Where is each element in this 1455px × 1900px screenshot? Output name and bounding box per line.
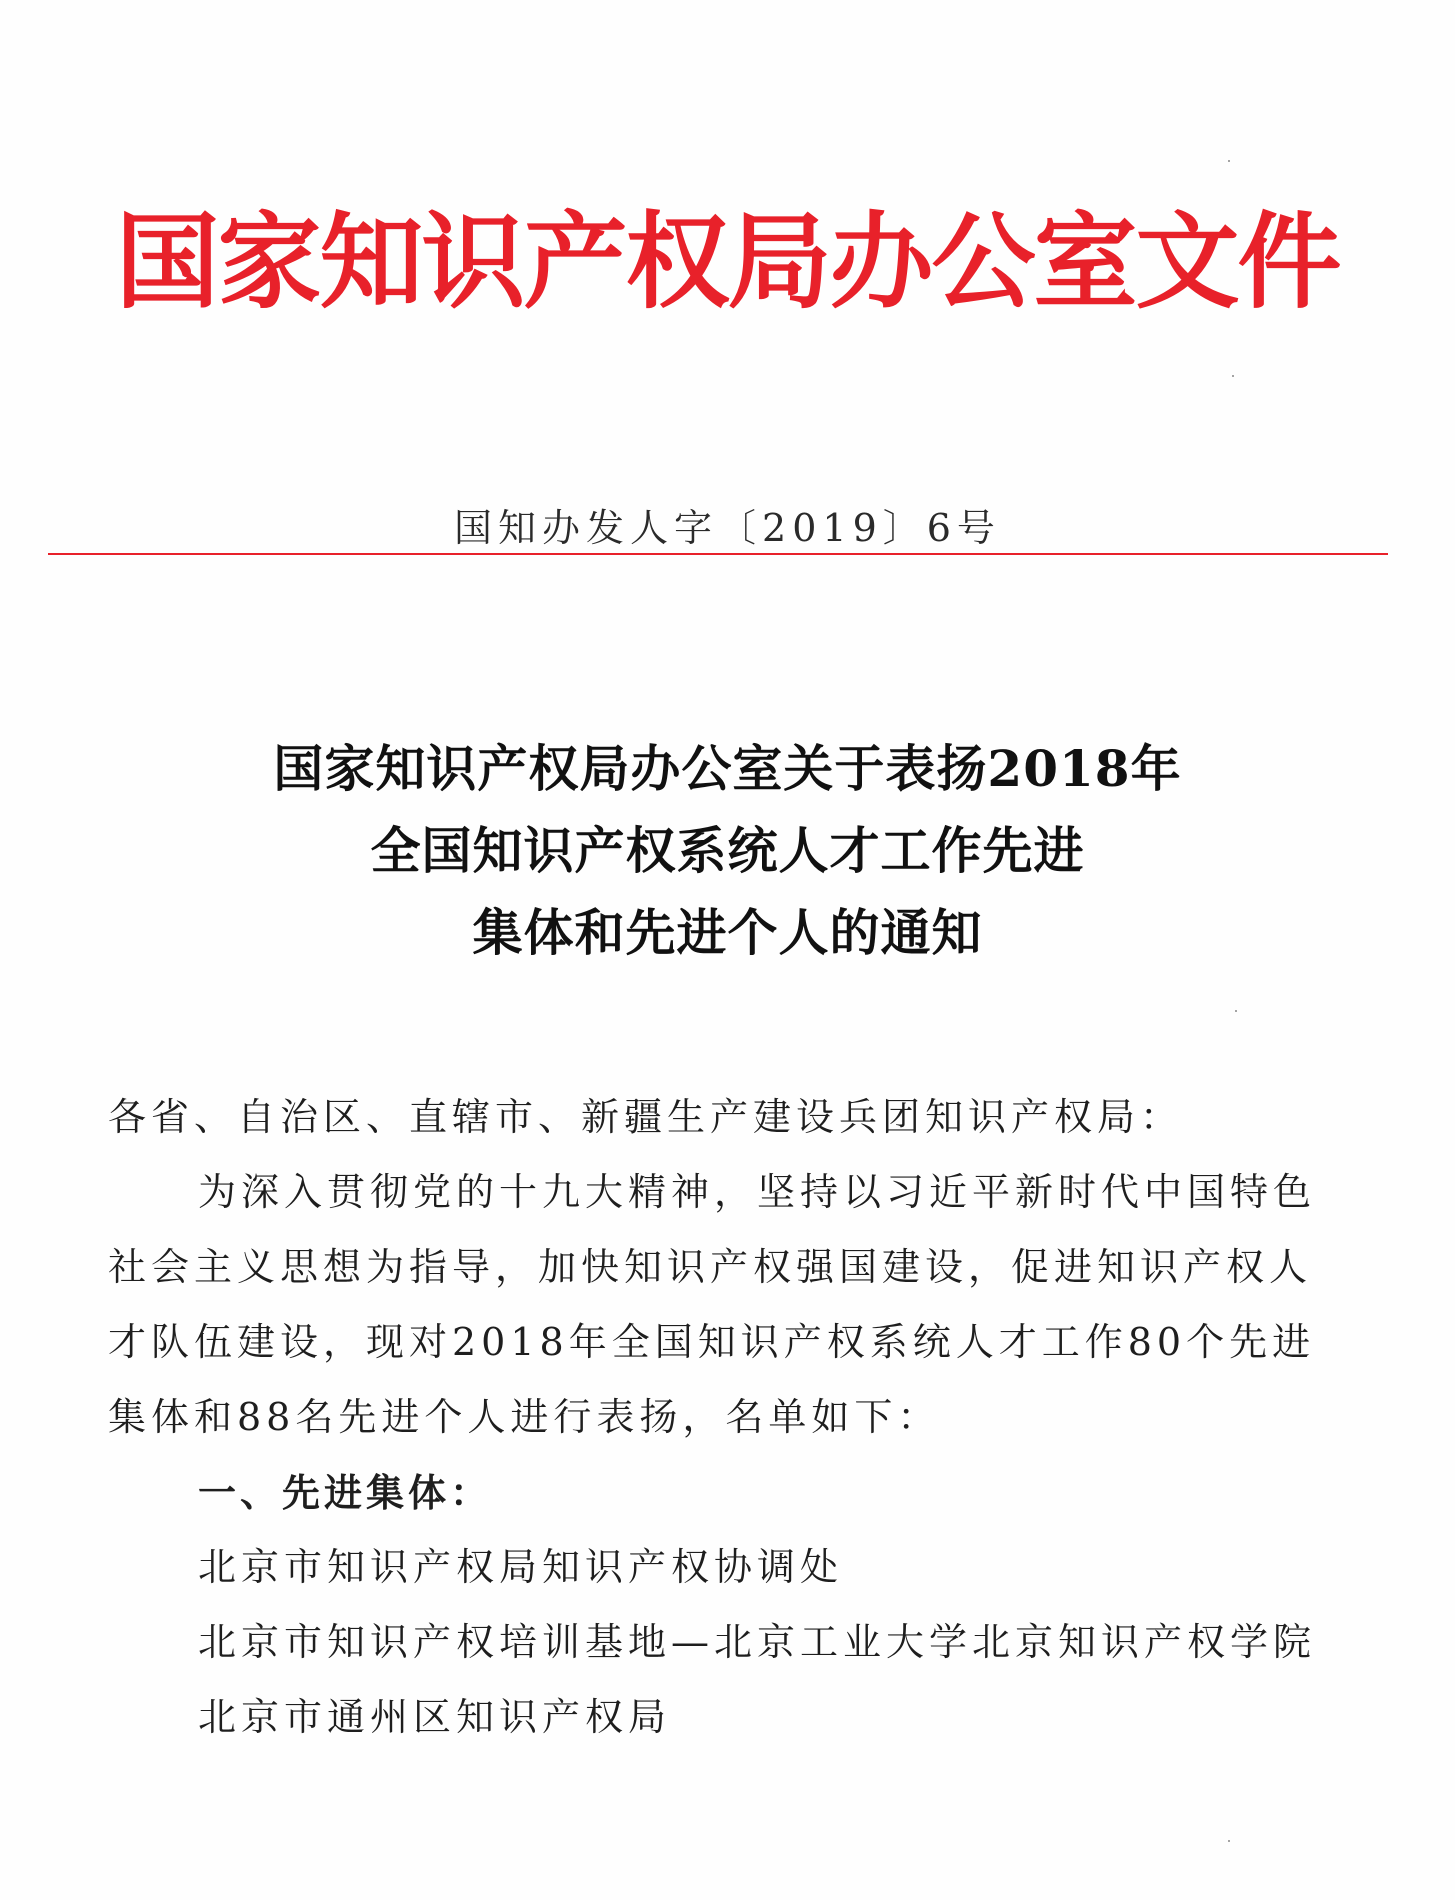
document-number: 国知办发人字〔2019〕6号 xyxy=(454,506,1001,550)
paragraph-line: 才队伍建设，现对2018年全国知识产权系统人才工作80个先进 xyxy=(108,1320,1316,1364)
paragraph-line: 为深入贯彻党的十九大精神，坚持以习近平新时代中国特色 xyxy=(198,1170,1317,1214)
salutation: 各省、自治区、直辖市、新疆生产建设兵团知识产权局： xyxy=(108,1095,1184,1139)
scan-speck xyxy=(1235,1010,1237,1012)
title-line: 国家知识产权局办公室关于表扬2018年 xyxy=(273,739,1182,798)
issuer-header: 国家知识产权局办公室文件 xyxy=(115,200,1340,323)
section-heading: 一、先进集体： xyxy=(198,1470,493,1515)
paragraph-line: 集体和88名先进个人进行表扬，名单如下： xyxy=(108,1395,941,1439)
notice-body xyxy=(108,1080,1348,1755)
scan-speck xyxy=(1228,160,1230,162)
title-line: 集体和先进个人的通知 xyxy=(472,903,983,962)
collective-list-item: 北京市知识产权局知识产权协调处 xyxy=(198,1545,844,1589)
paragraph-line: 社会主义思想为指导，加快知识产权强国建设，促进知识产权人 xyxy=(108,1245,1313,1289)
collective-list-item: 北京市通州区知识产权局 xyxy=(198,1695,672,1739)
scan-speck xyxy=(1232,375,1234,377)
scan-speck xyxy=(1228,1840,1230,1842)
red-divider-line xyxy=(48,553,1388,555)
title-line: 全国知识产权系统人才工作先进 xyxy=(370,821,1085,880)
notice-title xyxy=(0,728,1455,974)
collective-list-item: 北京市知识产权培训基地—北京工业大学北京知识产权学院 xyxy=(198,1620,1317,1664)
